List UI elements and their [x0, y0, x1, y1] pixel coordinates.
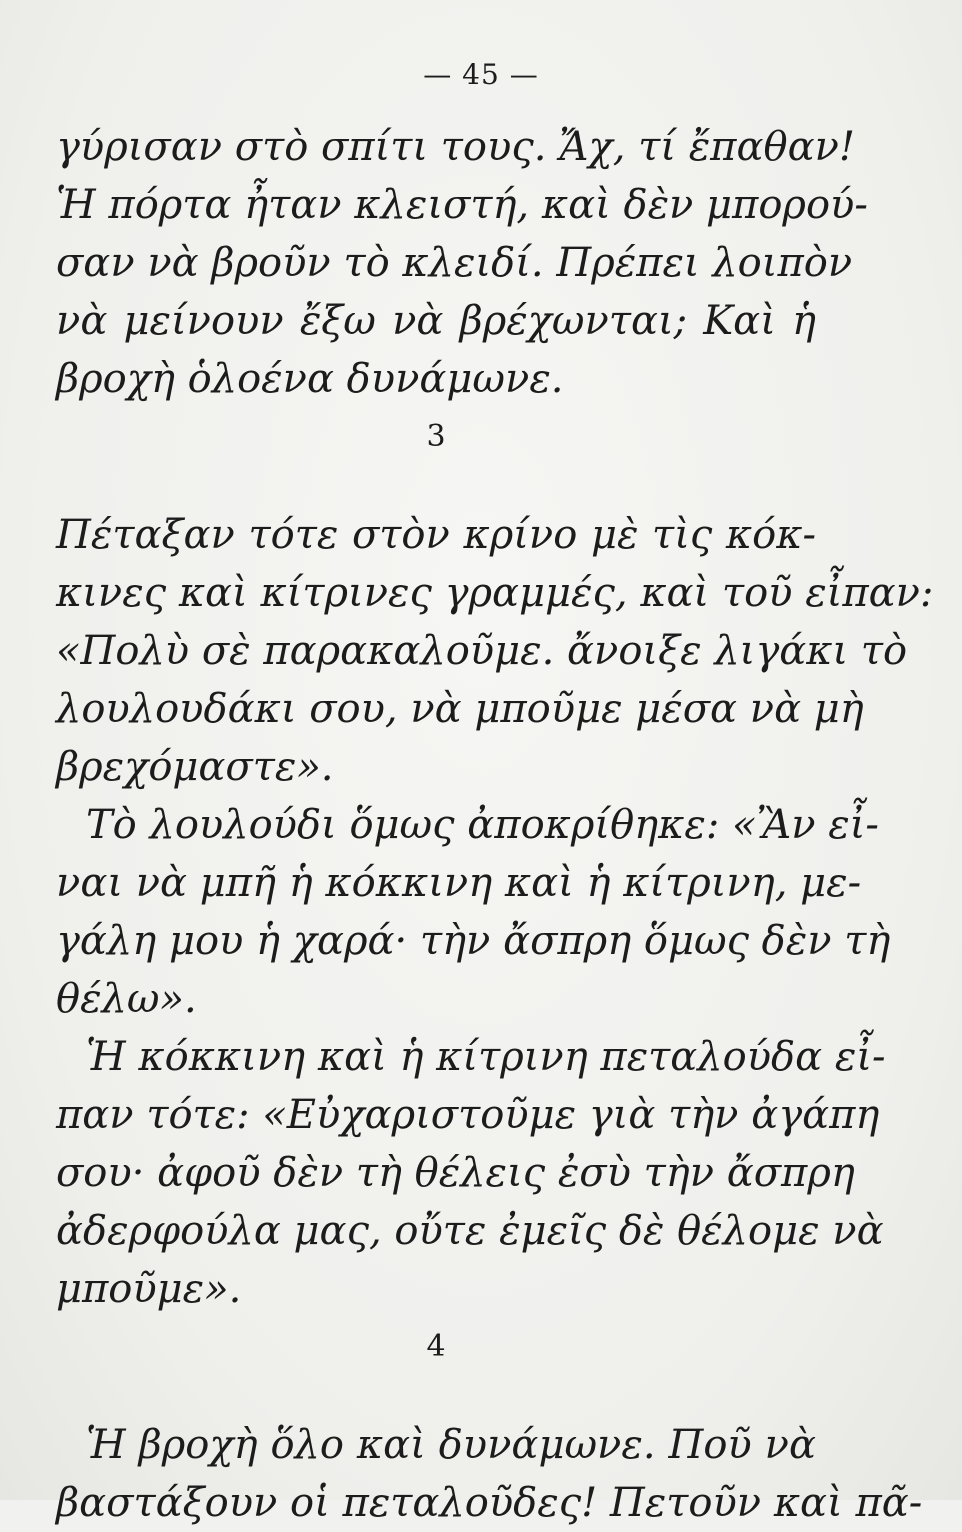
text-line: μποῦμε». — [56, 1266, 242, 1312]
page-text — [56, 118, 934, 1532]
text-line: κινες καὶ κίτρινες γραμμές, καὶ τοῦ εἶπαν: — [56, 570, 934, 616]
text-line: γύρισαν στὸ σπίτι τους. Ἄχ, τί ἔπαθαν! — [56, 124, 855, 170]
text-line: γάλη μου ἡ χαρά· τὴν ἄσπρη ὅμως δὲν τὴ — [56, 918, 891, 964]
text-line: ἀδερφούλα μας, οὔτε ἐμεῖς δὲ θέλομε νὰ — [56, 1208, 884, 1254]
text-line: Ἡ κόκκινη καὶ ἡ κίτρινη πεταλούδα εἶ- — [86, 1034, 886, 1080]
text-line: παν τότε: «Εὐχαριστοῦμε γιὰ τὴν ἀγάπη — [56, 1092, 880, 1138]
page-number: — 45 — — [423, 58, 539, 91]
text-line: βαστάξουν οἱ πεταλοῦδες! Πετοῦν καὶ πᾶ- — [56, 1480, 923, 1526]
text-line: Ἡ πόρτα ἦταν κλειστή, καὶ δὲν μπορού- — [56, 182, 868, 228]
text-line: θέλω». — [56, 976, 197, 1022]
text-line: βρεχόμαστε». — [56, 744, 334, 790]
text-line: «Πολὺ σὲ παρακαλοῦμε. ἄνοιξε λιγάκι τὸ — [56, 628, 908, 674]
text-line: βροχὴ ὁλοένα δυνάμωνε. — [56, 356, 564, 402]
text-line: Πέταξαν τότε στὸν κρίνο μὲ τὶς κόκ- — [56, 512, 816, 558]
section-number: 4 — [426, 1329, 446, 1364]
text-line: σου· ἀφοῦ δὲν τὴ θέλεις ἐσὺ τὴν ἄσπρη — [56, 1150, 855, 1196]
text-line: ναι νὰ μπῆ ἡ κόκκινη καὶ ἡ κίτρινη, με- — [56, 860, 862, 906]
text-line: σαν νὰ βροῦν τὸ κλειδί. Πρέπει λοιπὸν — [56, 240, 853, 286]
text-line: λουλουδάκι σου, νὰ μποῦμε μέσα νὰ μὴ — [56, 686, 864, 732]
section-number: 3 — [426, 419, 446, 454]
text-line: Τὸ λουλούδι ὅμως ἀποκρίθηκε: «Ἂν εἶ- — [86, 802, 879, 848]
text-line: Ἡ βροχὴ ὅλο καὶ δυνάμωνε. Ποῦ νὰ — [86, 1422, 816, 1468]
text-line: νὰ μείνουν ἔξω νὰ βρέχωνται; Καὶ ἡ — [56, 298, 816, 344]
